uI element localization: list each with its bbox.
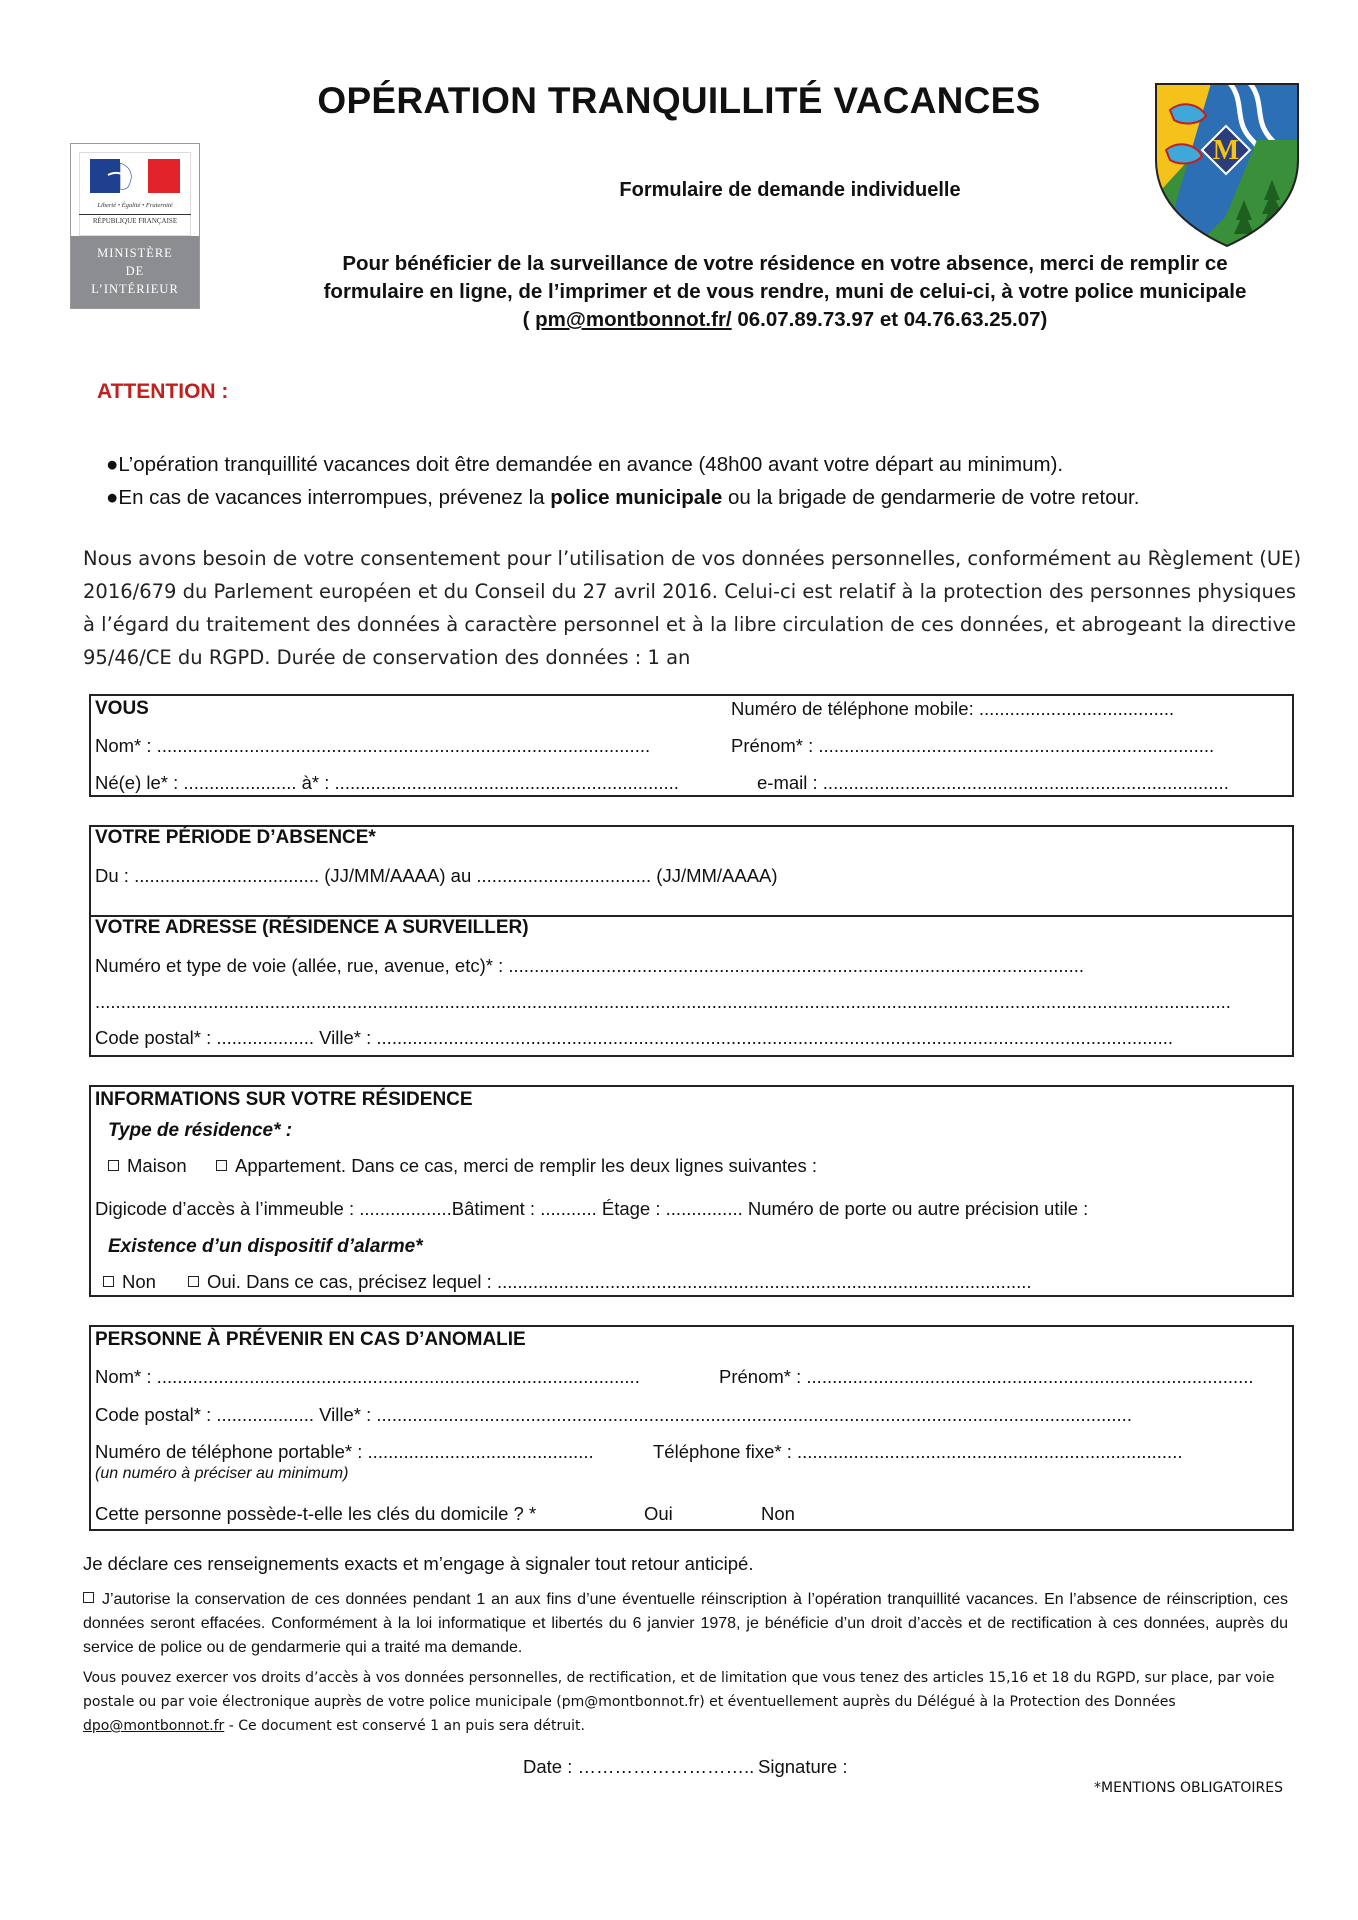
alarme-non-checkbox[interactable]	[103, 1271, 156, 1293]
voie-field-line2[interactable]: .............................................................................................................................................................................................................................	[95, 991, 1231, 1012]
intro-line3-prefix: (	[522, 308, 536, 331]
logo-motto: Liberté • Égalité • Fraternité	[97, 202, 173, 209]
cles-oui-option[interactable]: Oui	[644, 1503, 673, 1524]
mentions-obligatoires: *MENTIONS OBLIGATOIRES	[1094, 1780, 1283, 1796]
montbonnot-coat-of-arms	[1152, 80, 1302, 250]
section-periode-adresse	[89, 825, 1294, 1057]
attention-bullet-2: ●En cas de vacances interrompues, prévenez la police municipale ou la brigade de gendarmerie de votre retour.	[106, 486, 1140, 509]
ministere-interieur-logo	[70, 143, 200, 309]
checkbox-icon	[108, 1160, 119, 1171]
intro-line-1: Pour bénéficier de la surveillance de votre résidence en votre absence, merci de remplir ce	[342, 252, 1228, 275]
cles-non-option[interactable]: Non	[761, 1503, 795, 1524]
personne-code-postal-ville-field[interactable]: Code postal* : ................... Ville* : ...................................................................................................................................................	[95, 1404, 1132, 1425]
section-vous	[89, 694, 1294, 797]
signature-field[interactable]: Signature :	[758, 1756, 848, 1777]
mobile-phone-field[interactable]: Numéro de téléphone mobile: ......................................	[731, 698, 1175, 719]
logo-ministere-line2: DE	[125, 264, 145, 278]
email-field[interactable]: e-mail : ...............................................................................	[757, 772, 1229, 793]
intro-text	[215, 250, 1355, 334]
periode-dates-field[interactable]: Du : .................................... (JJ/MM/AAAA) au .................................. (JJ/MM/AAAA)	[95, 865, 778, 886]
logo-ministere-line3: L’INTÉRIEUR	[91, 282, 179, 296]
section-personne-a-prevenir	[89, 1325, 1294, 1531]
maison-label: Maison	[127, 1155, 187, 1176]
police-email-link[interactable]: pm@montbonnot.fr/	[535, 308, 732, 331]
prenom-field[interactable]: Prénom* : .............................................................................	[731, 735, 1215, 756]
adresse-heading: VOTRE ADRESSE (RÉSIDENCE A SURVEILLER)	[95, 917, 529, 938]
checkbox-icon	[216, 1160, 227, 1171]
section-residence	[89, 1085, 1294, 1297]
tel-note: (un numéro à préciser au minimum)	[95, 1465, 349, 1482]
attention-bullet-1: ●L’opération tranquillité vacances doit être demandée en avance (48h00 avant votre départ au minimum).	[106, 453, 1064, 476]
digicode-batiment-etage-field[interactable]: Digicode d’accès à l’immeuble : ..................Bâtiment : ........... Étage : ............... Numéro de porte ou autre précision utile :	[95, 1198, 1089, 1219]
police-phone-numbers: 06.07.89.73.97 et 04.76.63.25.07)	[731, 308, 1048, 331]
checkbox-icon	[188, 1276, 199, 1287]
vous-heading: VOUS	[95, 698, 149, 719]
personne-prenom-field[interactable]: Prénom* : .......................................................................................	[719, 1366, 1254, 1387]
personne-heading: PERSONNE À PRÉVENIR EN CAS D’ANOMALIE	[95, 1329, 526, 1350]
alarme-oui-checkbox[interactable]	[188, 1271, 1032, 1293]
personne-tel-portable-field[interactable]: Numéro de téléphone portable* : ............................................	[95, 1441, 594, 1462]
coat-of-arms-letter: M	[1212, 135, 1240, 166]
page-title: OPÉRATION TRANQUILLITÉ VACANCES	[317, 80, 1041, 121]
maison-checkbox[interactable]	[108, 1155, 187, 1177]
attention-bullet-2-prefix: En cas de vacances interrompues, prévenez la	[118, 486, 551, 509]
date-field[interactable]: Date : ………………………..	[523, 1756, 755, 1777]
declaration-text: Je déclare ces renseignements exacts et m’engage à signaler tout retour anticipé.	[83, 1553, 754, 1574]
residence-heading: INFORMATIONS SUR VOTRE RÉSIDENCE	[95, 1089, 473, 1110]
voie-field[interactable]: Numéro et type de voie (allée, rue, avenue, etc)* : ................................................................................................................	[95, 955, 1085, 976]
appartement-label: Appartement. Dans ce cas, merci de remplir les deux lignes suivantes :	[235, 1155, 817, 1176]
nom-field[interactable]: Nom* : ................................................................................................	[95, 735, 651, 756]
cles-question: Cette personne possède-t-elle les clés du domicile ? *	[95, 1503, 537, 1524]
attention-label: ATTENTION :	[97, 380, 229, 403]
autorisation-text: J’autorise la conservation de ces données pendant 1 an aux fins d’une éventuelle réinscription à l’opération tranquillité vacances. En l’absence de réinscription, ces données seront effacées. Conformément à la loi informatique et libertés du 6 janvier 1978, je bénéficie d’un droit d’accès et de rectification à ces données, auprès du service de police ou de gendarmerie qui a traité ma demande.	[83, 1591, 1288, 1656]
alarme-label: Existence d’un dispositif d’alarme*	[108, 1236, 423, 1257]
autorisation-checkbox-icon[interactable]	[83, 1592, 94, 1603]
intro-line-3	[215, 306, 1355, 334]
logo-republique: RÉPUBLIQUE FRANÇAISE	[79, 214, 191, 225]
alarme-oui-label: Oui. Dans ce cas, précisez lequel : ........................................................................................................	[207, 1271, 1032, 1292]
date-lieu-naissance-field[interactable]: Né(e) le* : ...................... à* : ...................................................................	[95, 772, 679, 793]
droits-paragraph	[83, 1666, 1288, 1738]
checkbox-icon	[103, 1276, 114, 1287]
attention-bullet-2-bold: police municipale	[550, 486, 723, 509]
droits-text: Vous pouvez exercer vos droits d’accès à vos données personnelles, de rectification, et de limitation que vous tenez des articles 15,16 et 18 du RGPD, sur place, par voie postale ou par voie électronique auprès de votre police municipale (pm@montbonnot.fr) et éventuellement auprès du Délégué à la Protection des Données	[83, 1670, 1275, 1710]
personne-tel-fixe-field[interactable]: Téléphone fixe* : ...........................................................................	[653, 1441, 1183, 1462]
attention-bullet-1-text: L’opération tranquillité vacances doit être demandée en avance (48h00 avant votre départ au minimum).	[118, 453, 1064, 476]
form-subtitle: Formulaire de demande individuelle	[619, 179, 961, 201]
rgpd-consent-paragraph: Nous avons besoin de votre consentement pour l’utilisation de vos données personnelles, conformément au Règlement (UE) 2016/679 du Parlement européen et du Conseil du 27 avril 2016. Celui-ci est relatif à la protection des personnes physiques à l’égard du traitement des données à caractère personnel et à la libre circulation de ces données, et abrogeant la directive 95/46/CE du RGPD. Durée de conservation des données : 1 an	[83, 547, 1302, 669]
attention-bullet-2-suffix: ou la brigade de gendarmerie de votre retour.	[722, 486, 1140, 509]
alarme-non-label: Non	[122, 1271, 156, 1292]
dpo-email-link[interactable]: dpo@montbonnot.fr	[83, 1718, 225, 1734]
logo-ministere-line1: MINISTÈRE	[97, 246, 173, 260]
code-postal-ville-field[interactable]: Code postal* : ................... Ville* : ...........................................................................................................................................................	[95, 1027, 1174, 1048]
appartement-checkbox[interactable]	[216, 1155, 817, 1177]
personne-nom-field[interactable]: Nom* : ..............................................................................................	[95, 1366, 640, 1387]
periode-heading: VOTRE PÉRIODE D’ABSENCE*	[95, 827, 376, 848]
autorisation-paragraph	[83, 1588, 1288, 1660]
type-residence-label: Type de résidence* :	[108, 1120, 293, 1141]
droits-suffix: - Ce document est conservé 1 an puis sera détruit.	[224, 1718, 585, 1734]
intro-line-2: formulaire en ligne, de l’imprimer et de vous rendre, muni de celui-ci, à votre police municipale	[323, 280, 1247, 303]
logo-ministere-text	[71, 236, 199, 308]
